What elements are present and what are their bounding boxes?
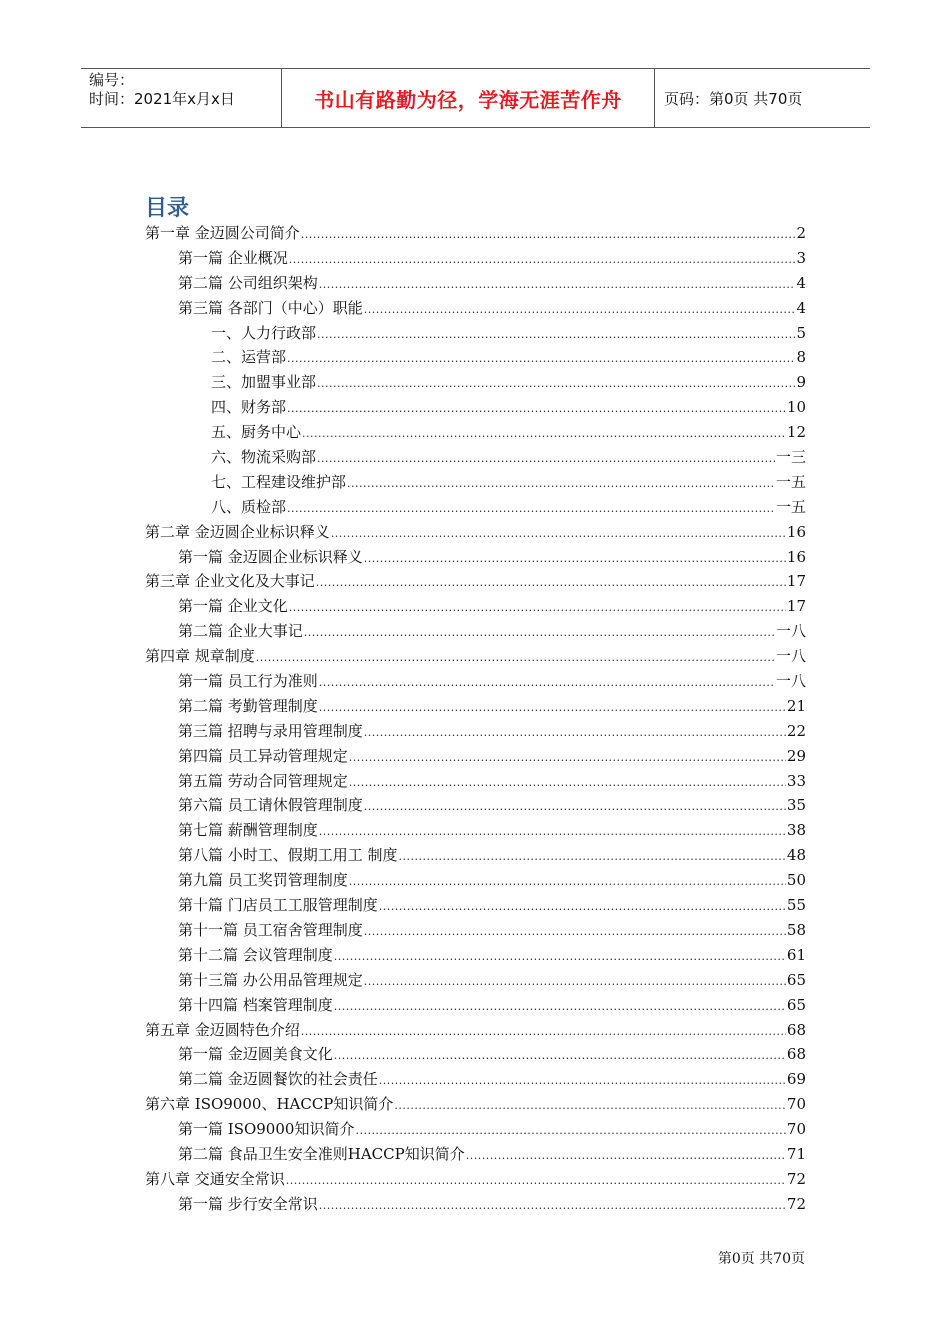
toc-entry[interactable]	[145, 421, 806, 446]
toc-entry-label: 第九篇 员工奖罚管理制度	[178, 871, 348, 890]
toc-entry-label: 六、物流采购部	[211, 448, 317, 467]
toc-dot-leader	[287, 402, 786, 415]
toc-entry[interactable]	[145, 595, 806, 620]
toc-entry-label: 第二篇 公司组织架构	[178, 273, 318, 292]
toc-entry-label: 第十四篇 档案管理制度	[178, 995, 333, 1014]
toc-entry-page: 68	[786, 1045, 806, 1064]
toc-entry-label: 第一篇 金迈圆企业标识释义	[178, 547, 363, 566]
toc-entry[interactable]	[145, 570, 806, 595]
toc-entry-page: 17	[786, 572, 806, 591]
toc-entry-page: 38	[786, 821, 806, 840]
toc-entry-page: 71	[786, 1144, 806, 1163]
toc-entry-page: 一八	[775, 647, 806, 666]
toc-entry[interactable]	[145, 994, 806, 1019]
toc-entry-label: 第三篇 招聘与录用管理制度	[178, 721, 363, 740]
toc-entry-page: 55	[786, 896, 806, 915]
toc-entry-page: 29	[786, 746, 806, 765]
document-date: 时间：2021年x月x日	[89, 90, 235, 108]
toc-dot-leader	[319, 278, 796, 291]
toc-entry[interactable]	[145, 1168, 806, 1193]
toc-entry-label: 二、运营部	[211, 348, 287, 367]
toc-entry-label: 四、财务部	[211, 398, 287, 417]
toc-entry[interactable]	[145, 346, 806, 371]
toc-dot-leader	[319, 825, 786, 838]
toc-entry-label: 五、厨务中心	[211, 423, 302, 442]
toc-entry[interactable]	[145, 546, 806, 571]
toc-entry[interactable]	[145, 695, 806, 720]
toc-dot-leader	[319, 701, 786, 714]
toc-entry-page: 16	[786, 522, 806, 541]
toc-entry-label: 第二章 金迈圆企业标识释义	[145, 522, 330, 541]
toc-entry-page: 50	[786, 871, 806, 890]
toc-entry-page: 68	[786, 1020, 806, 1039]
toc-dot-leader	[287, 502, 775, 515]
toc-dot-leader	[379, 1074, 786, 1087]
toc-entry[interactable]	[145, 1068, 806, 1093]
toc-entry-label: 三、加盟事业部	[211, 373, 317, 392]
toc-entry-label: 一、人力行政部	[211, 323, 317, 342]
toc-entry[interactable]	[145, 645, 806, 670]
toc-entry[interactable]	[145, 1093, 806, 1118]
toc-dot-leader	[289, 253, 796, 266]
toc-entry[interactable]	[145, 1193, 806, 1218]
toc-entry-label: 第一篇 企业概况	[178, 248, 288, 267]
toc-entry-page: 8	[796, 348, 806, 367]
toc-entry-page: 2	[796, 224, 806, 242]
toc-entry-label: 第四篇 员工异动管理规定	[178, 746, 348, 765]
header-meta	[81, 69, 282, 127]
toc-entry-page: 61	[786, 945, 806, 964]
toc-entry-page: 58	[786, 920, 806, 939]
toc-entry[interactable]	[145, 894, 806, 919]
toc-entry-label: 第二篇 考勤管理制度	[178, 696, 318, 715]
toc-entry-page: 72	[786, 1169, 806, 1188]
toc-dot-leader	[347, 477, 775, 490]
toc-entry-page: 65	[786, 995, 806, 1014]
toc-entry-label: 第一篇 员工行为准则	[178, 672, 318, 691]
toc-dot-leader	[379, 900, 786, 913]
toc-entry-page: 48	[786, 846, 806, 865]
toc-dot-leader	[331, 527, 786, 540]
toc-dot-leader	[319, 676, 775, 689]
toc-entry[interactable]	[145, 471, 806, 496]
toc-entry[interactable]	[145, 794, 806, 819]
toc-entry-label: 第一篇 金迈圆美食文化	[178, 1045, 333, 1064]
toc-entry-label: 七、工程建设维护部	[211, 472, 347, 491]
toc-entry-page: 9	[796, 373, 806, 392]
toc-entry-page: 一五	[775, 472, 806, 491]
toc-entry-page: 22	[786, 721, 806, 740]
toc-entry[interactable]	[145, 969, 806, 994]
toc-entry-label: 第五章 金迈圆特色介绍	[145, 1020, 300, 1039]
toc-dot-leader	[334, 950, 786, 963]
footer-page-number: 第0页 共70页	[717, 1251, 805, 1267]
toc-title: 目录	[145, 196, 190, 221]
toc-entry-page: 3	[796, 248, 806, 267]
toc-entry-page: 33	[786, 771, 806, 790]
toc-entry-label: 第一章 金迈圆公司简介	[145, 224, 300, 242]
toc-dot-leader	[349, 751, 786, 764]
toc-dot-leader	[399, 850, 786, 863]
toc-dot-leader	[301, 1025, 786, 1038]
toc-entry-page: 4	[796, 273, 806, 292]
toc-entry-page: 35	[786, 796, 806, 815]
toc-entry-page: 69	[786, 1070, 806, 1089]
toc-dot-leader	[349, 776, 786, 789]
toc-entry-label: 第八篇 小时工、假期工用工 制度	[178, 846, 398, 865]
toc-dot-leader	[302, 427, 786, 440]
toc-dot-leader	[317, 328, 795, 341]
toc-dot-leader	[301, 228, 796, 241]
toc-entry-label: 第二篇 食品卫生安全准则HACCP知识简介	[178, 1144, 465, 1163]
toc-entry-page: 一八	[775, 622, 806, 641]
toc-entry[interactable]	[145, 446, 806, 471]
toc-dot-leader	[286, 1174, 786, 1187]
toc-entry[interactable]	[145, 1143, 806, 1168]
toc-entry-page: 70	[786, 1095, 806, 1114]
toc-entry-label: 第一篇 ISO9000知识简介	[178, 1120, 355, 1139]
toc-entry-label: 第十二篇 会议管理制度	[178, 945, 333, 964]
toc-entry-label: 第三章 企业文化及大事记	[145, 572, 315, 591]
toc-entry-label: 第二篇 企业大事记	[178, 622, 303, 641]
toc-entry-label: 第五篇 劳动合同管理规定	[178, 771, 348, 790]
toc-entry-label: 第十一篇 员工宿舍管理制度	[178, 920, 363, 939]
toc-dot-leader	[319, 1199, 786, 1212]
toc-dot-leader	[394, 1099, 786, 1112]
toc-entry[interactable]	[145, 1043, 806, 1068]
toc-entry[interactable]	[145, 620, 806, 645]
toc-entry-label: 第七篇 薪酬管理制度	[178, 821, 318, 840]
toc-entry[interactable]	[145, 247, 806, 272]
toc-entry[interactable]	[145, 944, 806, 969]
toc-dot-leader	[364, 925, 786, 938]
toc-dot-leader	[289, 601, 786, 614]
toc-dot-leader	[316, 576, 786, 589]
toc-dot-leader	[466, 1149, 786, 1162]
toc-entry-page: 21	[786, 696, 806, 715]
toc-dot-leader	[317, 452, 775, 465]
toc-entry-page: 17	[786, 597, 806, 616]
toc-dot-leader	[364, 726, 786, 739]
toc-entry[interactable]	[145, 1118, 806, 1143]
toc-dot-leader	[334, 1000, 786, 1013]
toc-entry-label: 第一篇 步行安全常识	[178, 1194, 318, 1213]
toc-entry-page: 72	[786, 1194, 806, 1213]
toc-entry-page: 一三	[775, 448, 806, 467]
toc-entry-label: 第四章 规章制度	[145, 647, 255, 666]
toc-entry-label: 第八章 交通安全常识	[145, 1169, 285, 1188]
toc-entry[interactable]	[145, 222, 806, 247]
toc-dot-leader	[256, 651, 775, 664]
toc-entry-label: 八、质检部	[211, 497, 287, 516]
toc-dot-leader	[364, 975, 786, 988]
toc-entry[interactable]	[145, 371, 806, 396]
toc-entry-page: 16	[786, 547, 806, 566]
toc-dot-leader	[364, 303, 796, 316]
toc-entry-page: 一五	[775, 497, 806, 516]
toc-entry-label: 第一篇 企业文化	[178, 597, 288, 616]
toc-entry[interactable]	[145, 770, 806, 795]
toc-entry[interactable]	[145, 869, 806, 894]
toc-entry-page: 一八	[775, 672, 806, 691]
toc-entry-label: 第十篇 门店员工工服管理制度	[178, 896, 378, 915]
document-number-label: 编号：	[89, 71, 135, 89]
toc-entry[interactable]	[145, 819, 806, 844]
toc-entry[interactable]	[145, 844, 806, 869]
toc-entry[interactable]	[145, 919, 806, 944]
toc-dot-leader	[334, 1049, 786, 1062]
toc-entry[interactable]	[145, 1019, 806, 1044]
toc-entry[interactable]	[145, 670, 806, 695]
toc-entry[interactable]	[145, 396, 806, 421]
toc-dot-leader	[317, 377, 795, 390]
table-of-contents	[145, 222, 806, 1218]
toc-entry-label: 第六章 ISO9000、HACCP知识简介	[145, 1095, 394, 1114]
toc-entry-label: 第十三篇 办公用品管理规定	[178, 970, 363, 989]
toc-entry-page: 4	[796, 298, 806, 317]
toc-entry-page: 10	[786, 398, 806, 417]
toc-entry[interactable]	[145, 297, 806, 322]
toc-entry[interactable]	[145, 272, 806, 297]
toc-entry-page: 70	[786, 1120, 806, 1139]
header-motto: 书山有路勤为径，学海无涯苦作舟	[282, 69, 655, 127]
toc-entry-label: 第六篇 员工请休假管理制度	[178, 796, 363, 815]
toc-entry[interactable]	[145, 521, 806, 546]
toc-dot-leader	[349, 875, 786, 888]
toc-entry-page: 12	[786, 423, 806, 442]
toc-entry-page: 5	[796, 323, 806, 342]
toc-dot-leader	[304, 626, 775, 639]
toc-dot-leader	[287, 352, 795, 365]
toc-dot-leader	[355, 1124, 785, 1137]
toc-entry[interactable]	[145, 322, 806, 347]
toc-entry[interactable]	[145, 720, 806, 745]
page-header	[81, 68, 870, 128]
toc-entry-label: 第三篇 各部门（中心）职能	[178, 298, 363, 317]
toc-dot-leader	[364, 552, 786, 565]
toc-entry-label: 第二篇 金迈圆餐饮的社会责任	[178, 1070, 378, 1089]
toc-dot-leader	[364, 800, 786, 813]
toc-entry[interactable]	[145, 496, 806, 521]
toc-entry[interactable]	[145, 745, 806, 770]
toc-entry-page: 65	[786, 970, 806, 989]
header-page-number: 页码：第0页 共70页	[664, 89, 803, 108]
